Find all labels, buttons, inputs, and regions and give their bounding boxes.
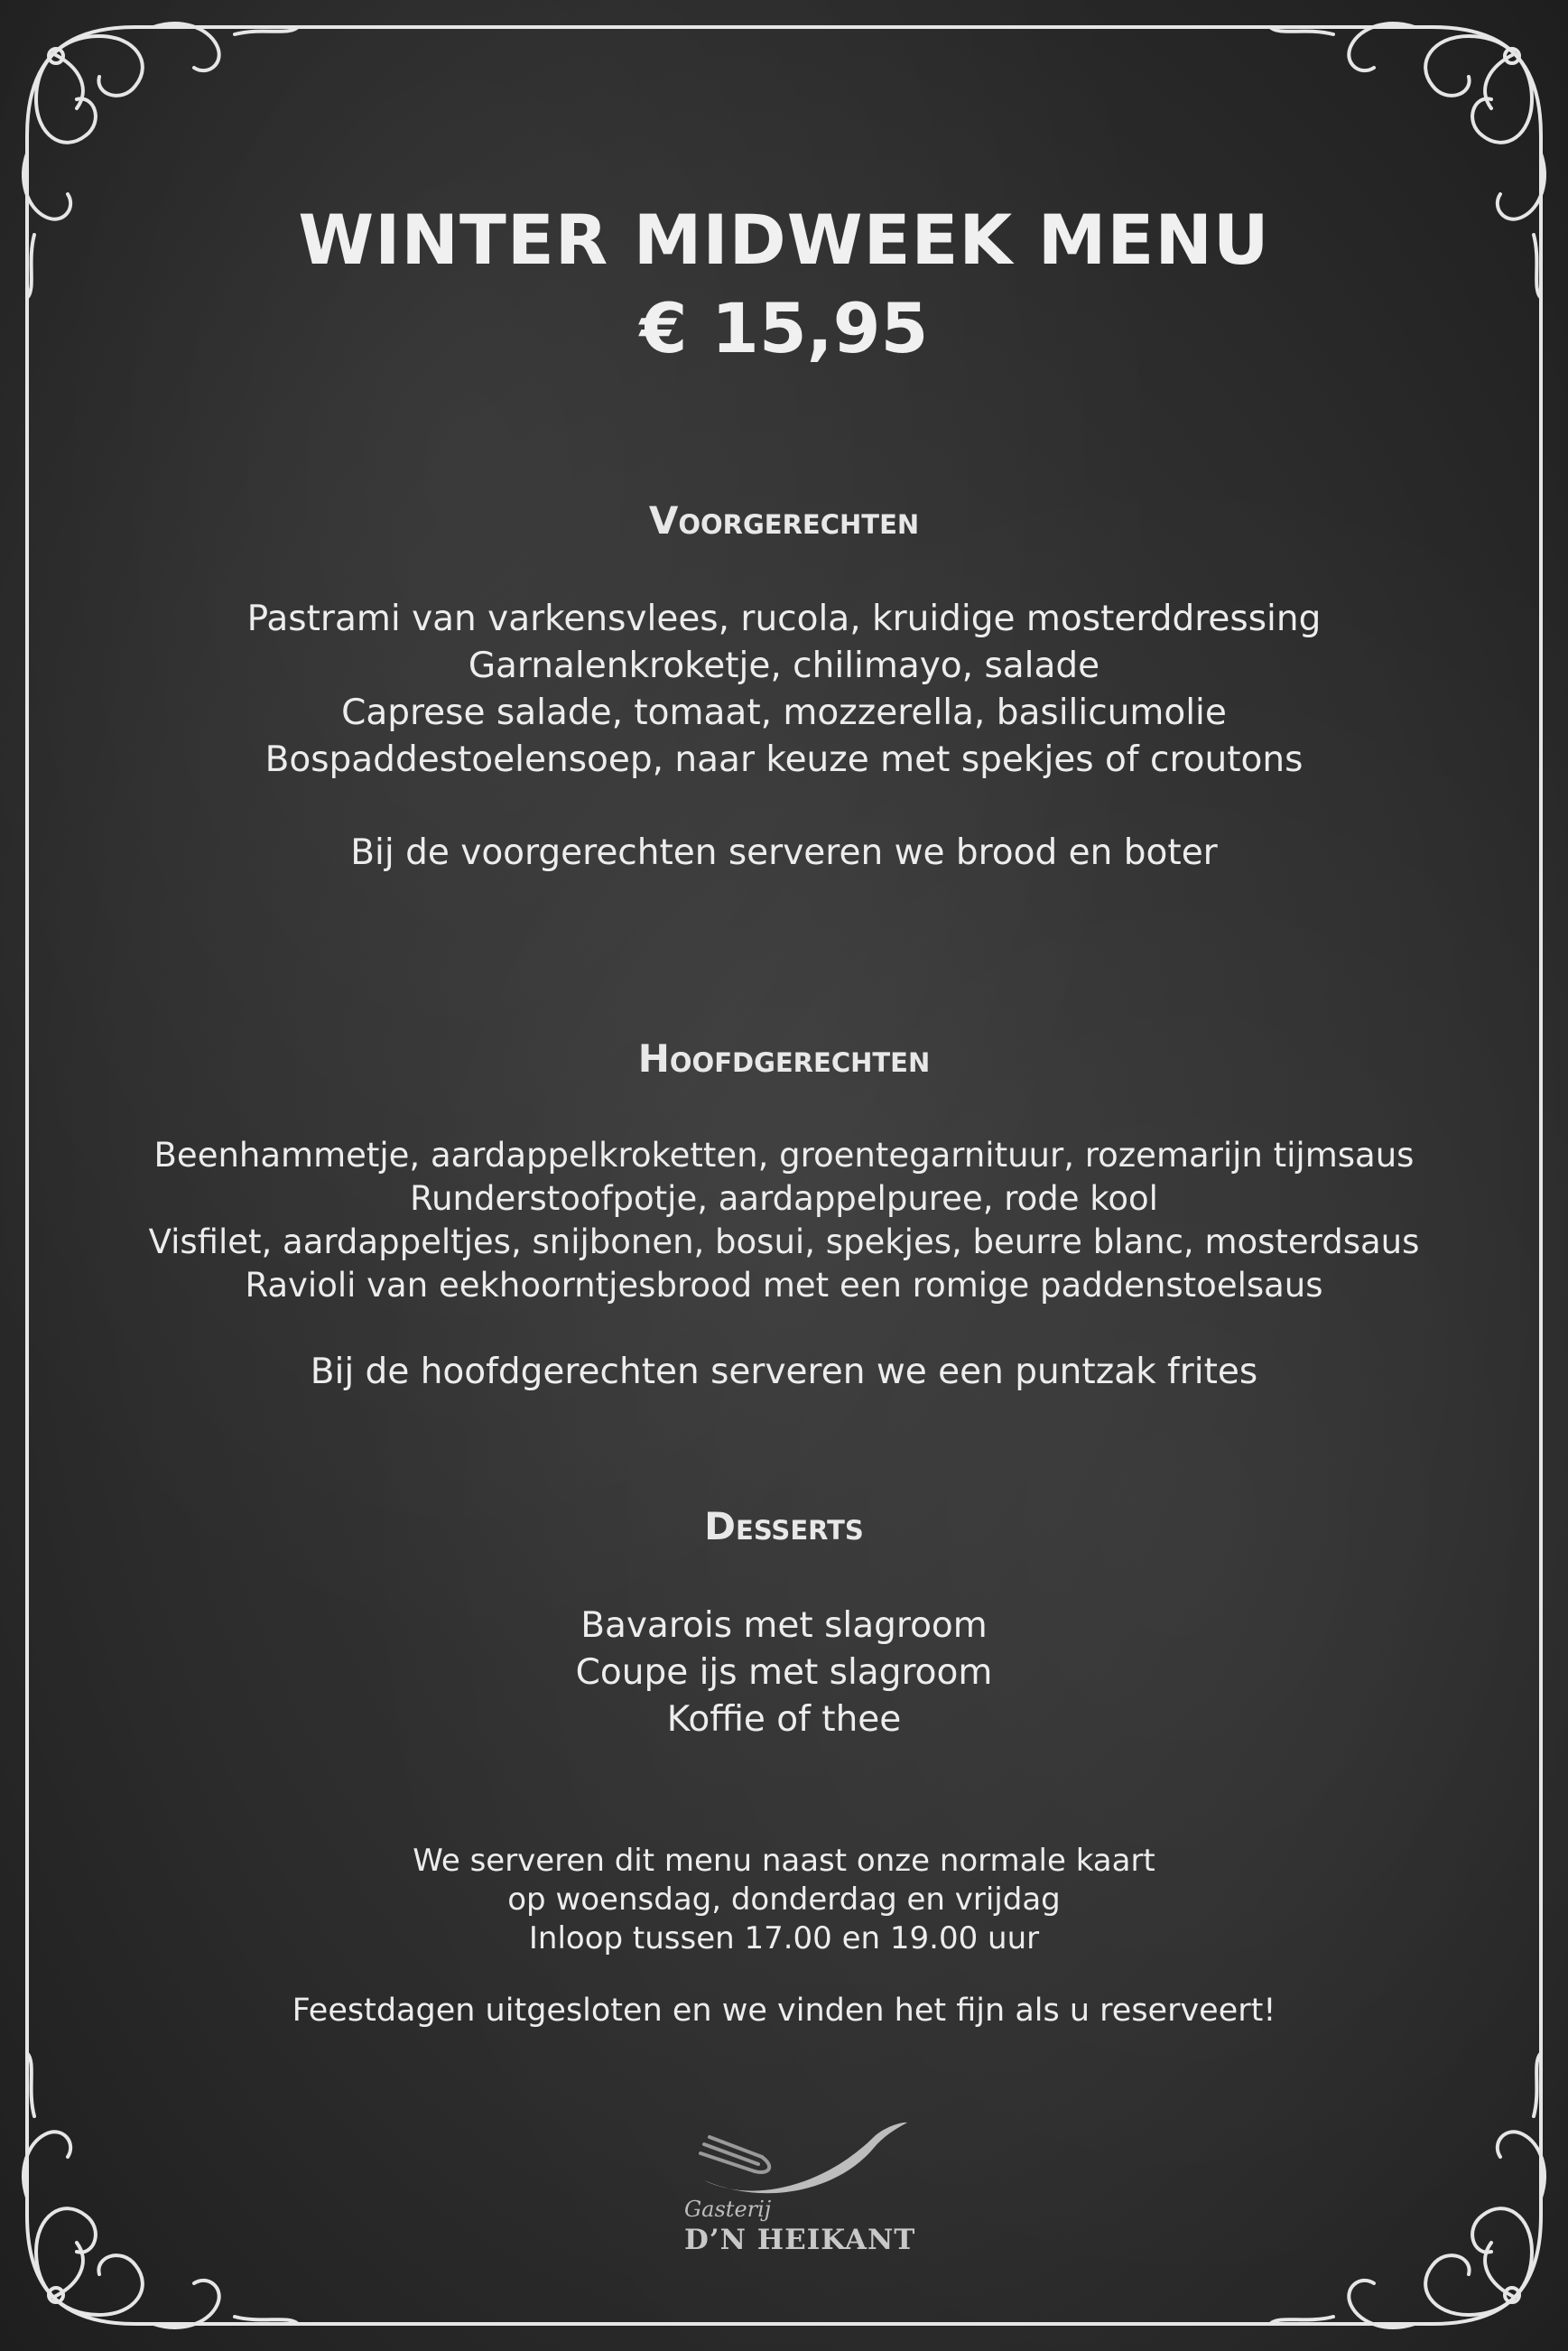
- starters-note: Bij de voorgerechten serveren we brood en boter: [350, 832, 1218, 873]
- closing-note: Feestdagen uitgesloten en we vinden het fijn als u reserveert!: [292, 1993, 1276, 2029]
- info-line: We serveren dit menu naast onze normale kaart: [413, 1843, 1155, 1879]
- menu-title: WINTER MIDWEEK MENU: [298, 200, 1270, 280]
- info-lines: [0, 1842, 1568, 1958]
- list-item: Caprese salade, tomaat, mozzerella, basilicumolie: [341, 692, 1227, 733]
- list-item: Ravioli van eekhoorntjesbrood met een romige paddenstoelsaus: [245, 1266, 1323, 1305]
- restaurant-logo: [668, 2117, 921, 2262]
- starters-heading: Voorgerechten: [648, 498, 920, 543]
- fork-swoosh-logo-icon: [668, 2117, 921, 2207]
- list-item: Visfilet, aardappeltjes, snijbonen, bosui, spekjes, beurre blanc, mosterdsaus: [148, 1222, 1420, 1261]
- starters-list: [0, 596, 1568, 784]
- list-item: Pastrami van varkensvlees, rucola, kruidige mosterddressing: [246, 599, 1322, 639]
- list-item: Bospaddestoelensoep, naar keuze met spekjes of croutons: [264, 739, 1304, 780]
- mains-list: [0, 1134, 1568, 1307]
- mains-heading: Hoofdgerechten: [637, 1036, 931, 1081]
- menu-price: € 15,95: [639, 288, 929, 368]
- list-item: Koffie of thee: [666, 1699, 902, 1740]
- list-item: Bavarois met slagroom: [580, 1605, 988, 1646]
- desserts-heading: Desserts: [704, 1504, 864, 1548]
- list-item: Beenhammetje, aardappelkroketten, groentegarnituur, rozemarijn tijmsaus: [153, 1136, 1415, 1175]
- list-item: Runderstoofpotje, aardappelpuree, rode kool: [410, 1179, 1158, 1218]
- logo-subtitle: Gasterij: [684, 2197, 772, 2222]
- desserts-list: [0, 1603, 1568, 1743]
- info-line: op woensdag, donderdag en vrijdag: [507, 1882, 1061, 1918]
- list-item: Garnalenkroketje, chilimayo, salade: [468, 646, 1100, 686]
- mains-note: Bij de hoofdgerechten serveren we een puntzak frites: [310, 1352, 1258, 1392]
- logo-name: D’N HEIKANT: [684, 2224, 916, 2256]
- info-line: Inloop tussen 17.00 en 19.00 uur: [528, 1920, 1040, 1956]
- list-item: Coupe ijs met slagroom: [575, 1652, 993, 1693]
